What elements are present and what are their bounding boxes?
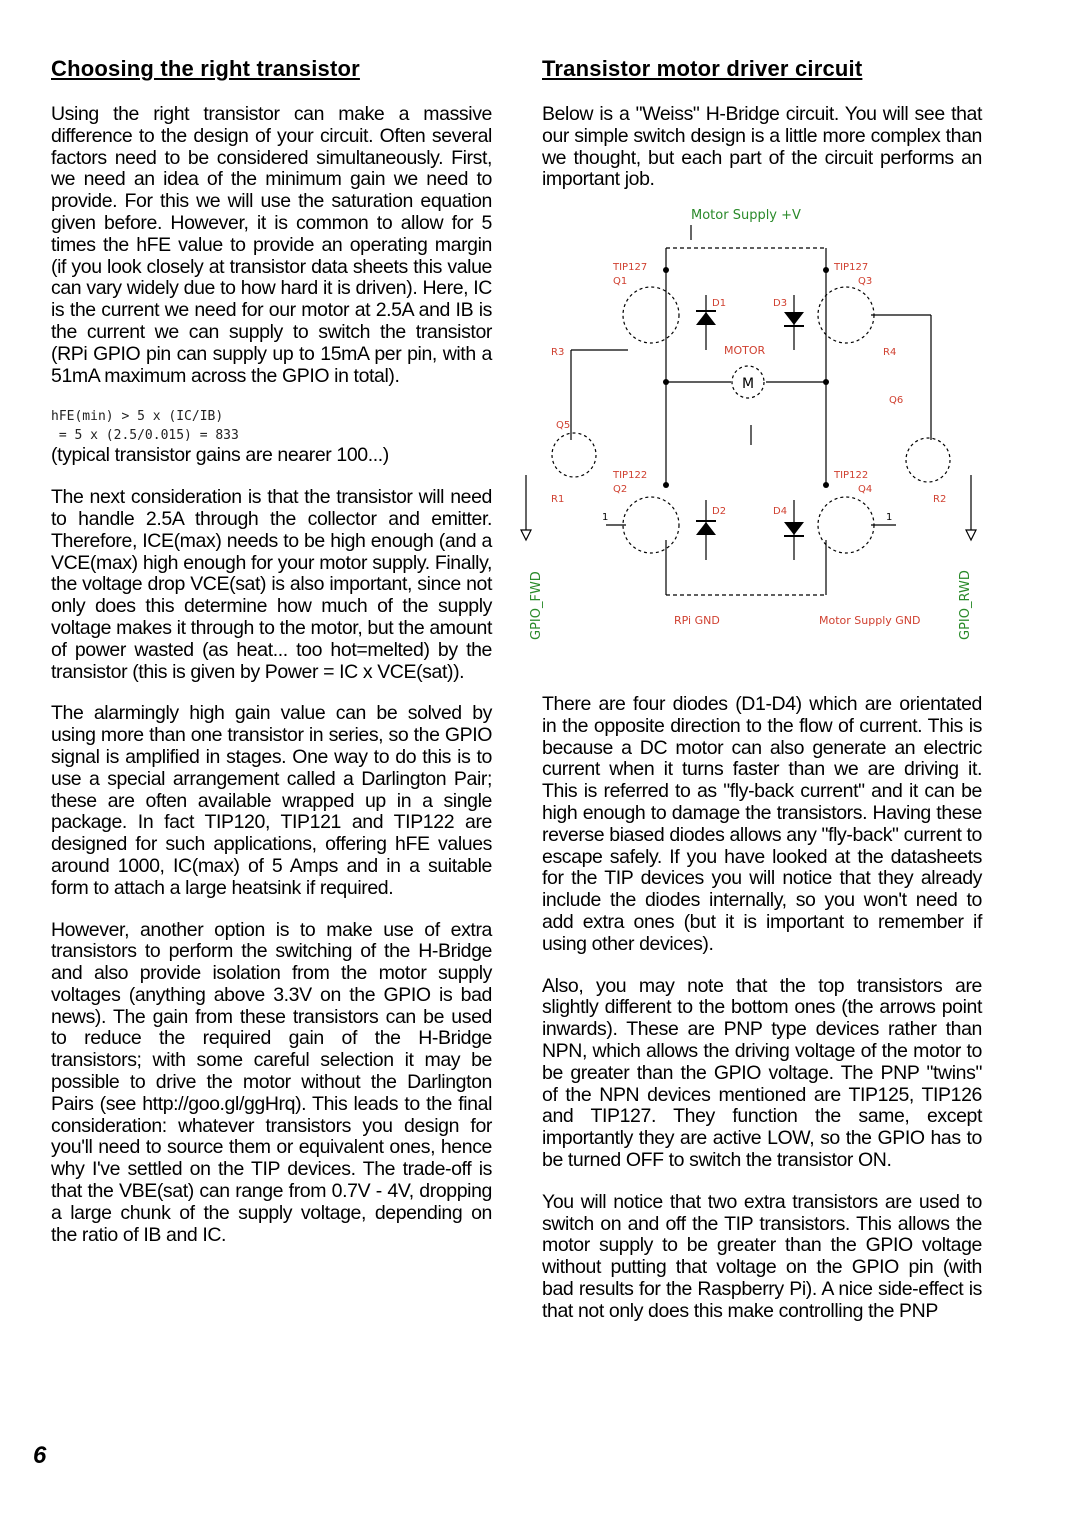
rpi-gnd-label: RPi GND bbox=[674, 614, 720, 627]
d4-label: D4 bbox=[773, 506, 788, 517]
right-paragraph-1: Below is a "Weiss" H-Bridge circuit. You will see that our simple switch design is a little more complex than we thought, but each part of the circuit performs an important job. bbox=[542, 103, 982, 191]
gpio-rwd-label: GPIO_RWD bbox=[958, 570, 973, 640]
left-column bbox=[51, 56, 492, 1266]
motor-symbol: M bbox=[742, 376, 755, 392]
right-column-lower bbox=[542, 694, 982, 1343]
supply-label: Motor Supply +V bbox=[691, 208, 801, 223]
h-bridge-circuit-diagram bbox=[516, 200, 986, 660]
pin-1-left: 1 bbox=[602, 512, 609, 523]
equation-note: (typical transistor gains are nearer 100...) bbox=[51, 444, 389, 467]
left-paragraph-2: The next consideration is that the transistor will need to handle 2.5A through the collector and emitter. Therefore, ICE(max) needs to be high enough (and a VCE(max) high enough for your motor supply. Finally, the voltage drop VCE(sat) is also important, since not only does this determine how much of the supply voltage makes it through to the motor, but the amount of power wasted (as heat... too hot=melted) by the transistor (this is given by Power = IC x VCE(sat)). bbox=[51, 486, 492, 683]
right-paragraph-2: There are four diodes (D1-D4) which are orientated in the opposite direction to the flow of current. This is because a DC motor can also generate an electric current when it turns faster than we are driving it. This is referred to as "fly-back current" and it can be high enough to damage the transistors. Having these reverse biased diodes allows any "fly-back" current to escape safely. If you have looked at the datasheets for the TIP devices you will notice that they already include the diodes internally, so you won't need to add extra ones (but it is important to remember if using other devices). bbox=[542, 693, 982, 955]
q3-part-label: TIP127 bbox=[834, 262, 869, 273]
q2-label: Q2 bbox=[613, 484, 628, 495]
motor-label: MOTOR bbox=[724, 344, 766, 357]
q4-label: Q4 bbox=[858, 484, 873, 495]
r3-label: R3 bbox=[551, 347, 565, 358]
q2-part-label: TIP122 bbox=[613, 470, 648, 481]
equation-line-2: = 5 x (2.5/0.015) = 833 bbox=[51, 428, 239, 444]
gpio-fwd-label: GPIO_FWD bbox=[529, 571, 544, 640]
q5-label: Q5 bbox=[556, 420, 571, 431]
right-column bbox=[542, 56, 982, 211]
left-paragraph-4: However, another option is to make use of extra transistors to perform the switching of the H-Bridge and also provide isolation from the motor supply voltages (anything above 3.3V on the GPIO is bad news). The gain from these transistors can be used to reduce the required gain of the H-Bridge transistors; with some careful selection it may be possible to drive the motor without the Darlington Pairs (see http://goo.gl/ggHrq). This leads to the final consideration: whatever transistors you design for you'll need to source them or equivalent ones, hence why I've settled on the TIP devices. The trade-off is that the VBE(sat) can range from 0.7V - 4V, dropping a large chunk of the supply voltage, depending on the ratio of IB and IC. bbox=[51, 918, 492, 1246]
r1-label: R1 bbox=[551, 494, 565, 505]
d1-label: D1 bbox=[712, 298, 727, 309]
right-heading: Transistor motor driver circuit bbox=[542, 56, 863, 81]
right-paragraph-4: You will notice that two extra transistors are used to switch on and off the TIP transistors. This allows the motor supply to be greater than the GPIO voltage without putting that voltage on the GPIO pin (with bad results for the Raspberry Pi). A nice side-effect is that not only does this make controlling the PNP bbox=[542, 1190, 982, 1322]
q6-label: Q6 bbox=[889, 395, 904, 406]
pin-1-right: 1 bbox=[886, 512, 893, 523]
q1-label: Q1 bbox=[613, 276, 628, 287]
equation-line-1: hFE(min) > 5 x (IC/IB) bbox=[51, 409, 224, 425]
d3-label: D3 bbox=[773, 298, 788, 309]
q3-label: Q3 bbox=[858, 276, 873, 287]
left-heading: Choosing the right transistor bbox=[51, 56, 360, 81]
r4-label: R4 bbox=[883, 347, 897, 358]
r2-label: R2 bbox=[933, 494, 947, 505]
q1-part-label: TIP127 bbox=[613, 262, 648, 273]
left-paragraph-3: The alarmingly high gain value can be solved by using more than one transistor in series, so the GPIO signal is amplified in stages. One way to do this is to use a special arrangement called a Darlington Pair; these are often available wrapped up in a single package. In fact TIP120, TIP121 and TIP122 are designed for such applications, offering hFE values around 1000, IC(max) of 5 Amps and in a suitable form to attach a large heatsink if required. bbox=[51, 702, 492, 899]
d2-label: D2 bbox=[712, 506, 727, 517]
motor-gnd-label: Motor Supply GND bbox=[819, 614, 921, 627]
q4-part-label: TIP122 bbox=[834, 470, 869, 481]
page-number: 6 bbox=[33, 1442, 47, 1469]
left-paragraph-1: Using the right transistor can make a massive difference to the design of your circuit. Often several factors need to be considered simultaneously. First, we need an idea of the minimum gain we need to provide. For this we will use the saturation equation given before. However, it is common to allow for 5 times the hFE value to provide an operating margin (if you look closely at transistor data sheets this value can vary widely due to how hard it is driven). Here, IC is the current we need for our motor at 2.5A and IB is the current we can supply to switch the transistor (RPi GPIO pin can supply up to 15mA per pin, with a 51mA maximum across the GPIO in total). bbox=[51, 103, 492, 387]
right-paragraph-3: Also, you may note that the top transistors are slightly different to the bottom ones (the arrows point inwards). These are PNP type devices rather than NPN, which allows the driving voltage of the motor to be greater than the GPIO voltage. The PNP "twins" of the NPN devices mentioned are TIP125, TIP126 and TIP127. They function the same, except importantly they are active LOW, so the GPIO has to be turned OFF to switch the transistor ON. bbox=[542, 974, 982, 1171]
